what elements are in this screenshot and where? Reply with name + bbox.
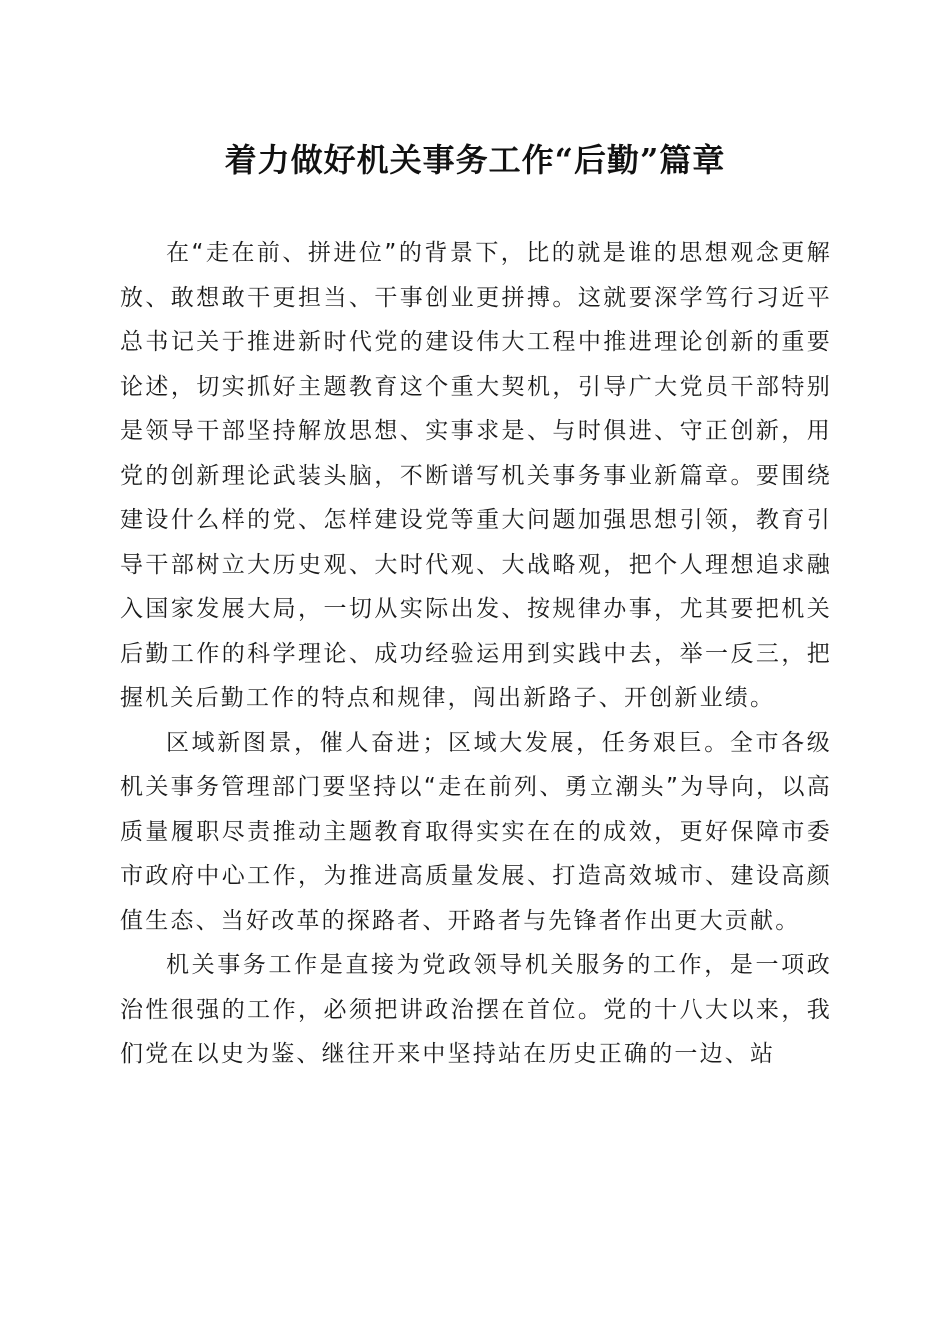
paragraph-3: 机关事务工作是直接为党政领导机关服务的工作，是一项政治性很强的工作，必须把讲政治摆在首位。党的十八大以来，我们党在以史为鉴、继往开来中坚持站在历史正确的一边、站: [120, 952, 832, 1067]
document-body: [120, 231, 832, 1077]
paragraph-1: 在“走在前、拼进位”的背景下，比的就是谁的思想观念更解放、敢想敢干更担当、干事创业更拼搏。这就要深学笃行习近平总书记关于推进新时代党的建设伟大工程中推进理论创新的重要论述，切实抓好主题教育这个重大契机，引导广大党员干部特别是领导干部坚持解放思想、实事求是、与时俱进、守正创新，用党的创新理论武装头脑，不断谱写机关事务事业新篇章。要围绕建设什么样的党、怎样建设党等重大问题加强思想引领，教育引导干部树立大历史观、大时代观、大战略观，把个人理想追求融入国家发展大局，一切从实际出发、按规律办事，尤其要把机关后勤工作的科学理论、成功经验运用到实践中去，举一反三，把握机关后勤工作的特点和规律，闯出新路子、开创新业绩。: [120, 240, 832, 711]
document-title: 着力做好机关事务工作“后勤”篇章: [224, 141, 726, 179]
paragraph-2: 区域新图景，催人奋进；区域大发展，任务艰巨。全市各级机关事务管理部门要坚持以“走在前列、勇立潮头”为导向，以高质量履职尽责推动主题教育取得实实在在的成效，更好保障市委市政府中心工作，为推进高质量发展、打造高效城市、建设高颜值生态、当好改革的探路者、开路者与先锋者作出更大贡献。: [120, 729, 832, 934]
